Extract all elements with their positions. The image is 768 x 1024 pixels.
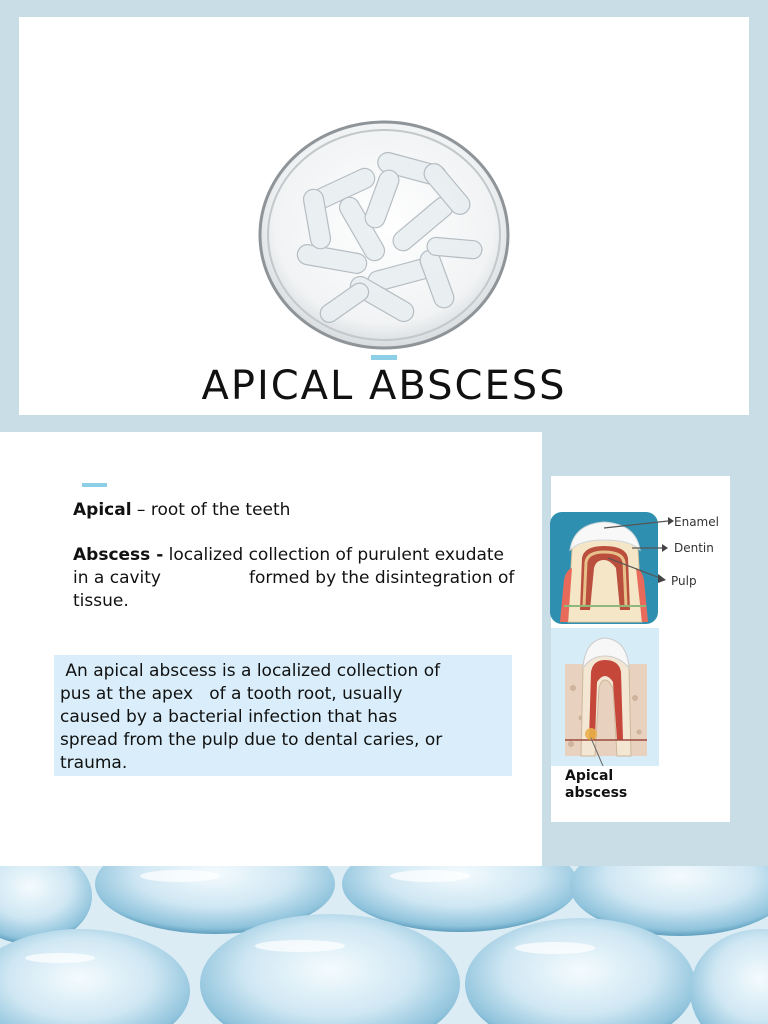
term-abscess: Abscess - <box>73 545 164 565</box>
slide-title: APICAL ABSCESS <box>201 363 567 409</box>
abscess-definition-line2b: formed by the disintegration of <box>249 568 515 588</box>
label-pulp: Pulp <box>671 574 697 588</box>
abscess-definition-line3: tissue. <box>73 591 129 611</box>
water-bubbles-image <box>0 866 768 1024</box>
abscess-definition-line2a: in a cavity <box>73 568 161 588</box>
title-slide-card <box>19 17 749 415</box>
label-enamel: Enamel <box>674 515 719 529</box>
tooth-anatomy-diagram <box>550 510 730 626</box>
body-accent-bar <box>82 483 107 487</box>
apical-definition: – root of the teeth <box>131 500 291 520</box>
figure-caption-line1: Apical <box>565 768 614 784</box>
callout-text: An apical abscess is a localized collection of pus at the apex of a tooth root, usually caused by a bacterial infection that has spread from the pulp due to dental caries, or trauma. <box>60 661 443 773</box>
definition-abscess <box>73 544 541 613</box>
abscess-definition-line1: localized collection of purulent exudate <box>163 545 505 565</box>
figure-caption <box>565 768 665 802</box>
bubbles-slide <box>0 866 768 1024</box>
label-dentin: Dentin <box>674 541 714 555</box>
petri-dish-image <box>257 119 511 351</box>
definition-apical <box>73 499 541 522</box>
figure-caption-line2: abscess <box>565 785 628 801</box>
callout-box <box>54 655 512 776</box>
term-apical: Apical <box>73 500 132 520</box>
title-accent-bar <box>371 355 397 360</box>
apical-abscess-diagram <box>551 628 659 766</box>
title-slide <box>0 0 768 432</box>
definition-slide <box>0 432 768 866</box>
